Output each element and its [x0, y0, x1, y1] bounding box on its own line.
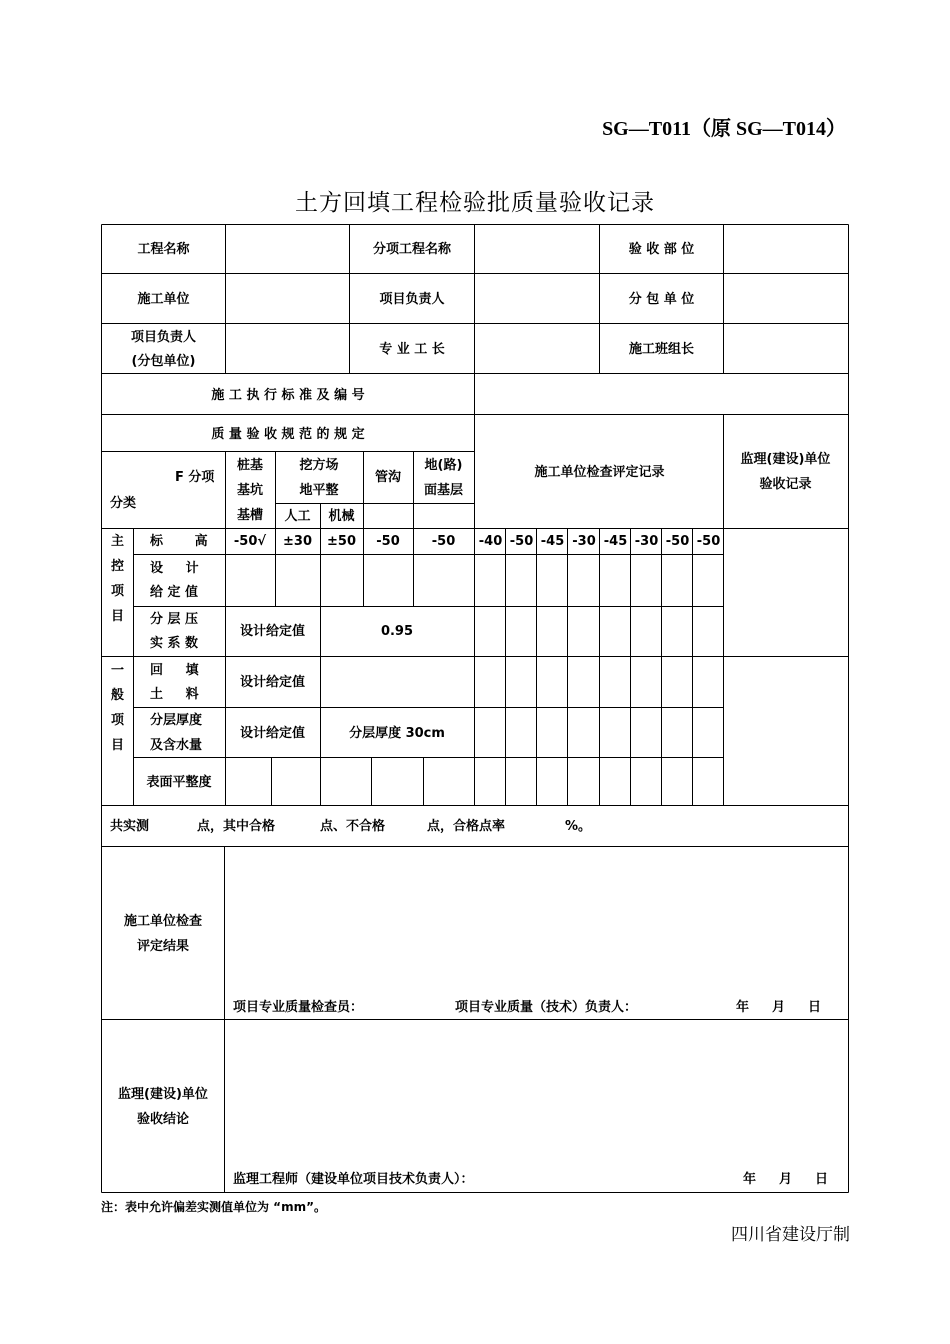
general-label-4: 目	[110, 738, 124, 753]
label-team-leader: 施工班组长	[628, 342, 694, 357]
label-sub-manager-unit: (分包单位)	[131, 354, 196, 369]
footnote: 注：表中允许偏差实测值单位为 “mm”。	[101, 1200, 326, 1214]
measurement-cell: -50	[696, 534, 721, 549]
form-code: SG—T011（原 SG—T014）	[602, 118, 846, 140]
col-dig-2: 地平整	[299, 483, 339, 498]
conclusion-label-2: 验收结论	[136, 1112, 189, 1127]
result-tech-manager: 项目专业质量（技术）负责人：	[455, 1000, 638, 1015]
label-foreman: 专 业 工 长	[379, 342, 445, 357]
row-design-2: 给 定 值	[150, 585, 199, 600]
field-standard[interactable]	[475, 374, 847, 414]
row-layer-1: 分层厚度	[150, 713, 203, 728]
conclusion-month: 月	[779, 1172, 793, 1187]
design-given: 设计给定值	[239, 675, 305, 690]
col-dig-1: 挖方场	[299, 458, 339, 473]
field-construction-unit[interactable]	[226, 275, 349, 322]
summary-fail: 点、不合格	[320, 819, 386, 834]
result-month: 月	[772, 1000, 786, 1015]
elevation-value: -50	[376, 534, 400, 549]
label-acceptance-part: 验 收 部 位	[628, 242, 695, 257]
col-check-record: 施工单位检查评定记录	[534, 465, 665, 480]
label-subcontract-unit: 分 包 单 位	[628, 292, 695, 307]
layer-value: 分层厚度 30cm	[349, 726, 445, 741]
measurement-cell: -50	[509, 534, 534, 549]
field-subcontract-unit[interactable]	[724, 275, 847, 322]
col-supervisor-1: 监理(建设)单位	[740, 452, 831, 467]
conclusion-label-1: 监理(建设)单位	[118, 1087, 208, 1102]
field-acceptance-part[interactable]	[724, 226, 847, 272]
main-label-4: 目	[110, 609, 124, 624]
measurement-cell: -50	[665, 534, 690, 549]
col-pile-1: 桩基	[236, 458, 263, 473]
label-standard: 施 工 执 行 标 准 及 编 号	[211, 388, 365, 403]
measurement-cell: -30	[634, 534, 659, 549]
result-field[interactable]	[225, 848, 847, 988]
col-pile-2: 基坑	[236, 483, 263, 498]
conclusion-field[interactable]	[225, 1021, 847, 1161]
label-spec: 质 量 验 收 规 范 的 规 定	[211, 427, 365, 442]
row-compact-2: 实 系 数	[150, 636, 199, 651]
conclusion-year: 年	[743, 1172, 757, 1187]
field-sub-manager[interactable]	[226, 324, 349, 372]
summary-rate: 点，合格点率	[427, 819, 506, 834]
summary-pass: 点，其中合格	[197, 819, 276, 834]
measurement-cell: -30	[572, 534, 596, 549]
form-title: 土方回填工程检验批质量验收记录	[295, 190, 655, 216]
row-elevation: 标 高	[150, 534, 208, 549]
field-team-leader[interactable]	[724, 324, 847, 372]
row-fill-2: 土 料	[150, 687, 199, 702]
result-day: 日	[808, 1000, 822, 1015]
elevation-value: -50√	[233, 534, 267, 549]
label-sub-manager: 项目负责人	[130, 330, 196, 345]
row-compact-1: 分 层 压	[150, 612, 199, 627]
col-road-1: 地(路)	[424, 458, 463, 473]
field-project-manager[interactable]	[475, 275, 599, 322]
measurement-cell: -45	[540, 534, 565, 549]
row-flat: 表面平整度	[146, 775, 212, 790]
result-label-1: 施工单位检查	[123, 914, 202, 929]
main-label-1: 主	[110, 534, 124, 549]
conclusion-engineer: 监理工程师（建设单位项目技术负责人）：	[233, 1172, 474, 1187]
label-project-name: 工程名称	[137, 242, 190, 257]
col-supervisor-2: 验收记录	[759, 477, 812, 492]
main-label-3: 项	[110, 584, 124, 599]
label-project-manager: 项目负责人	[379, 292, 445, 307]
col-road-2: 面基层	[423, 483, 463, 498]
label-f-item: F 分项	[175, 470, 215, 485]
result-inspector: 项目专业质量检查员：	[233, 1000, 364, 1015]
label-sub-project-name: 分项工程名称	[372, 242, 451, 257]
summary-total: 共实测	[110, 819, 150, 834]
row-fill-1: 回 填	[150, 663, 199, 678]
main-label-2: 控	[110, 559, 124, 574]
measurement-cell: -45	[603, 534, 628, 549]
row-layer-2: 及含水量	[150, 738, 203, 753]
result-year: 年	[736, 1000, 750, 1015]
compact-value: 0.95	[380, 624, 414, 639]
design-given: 设计给定值	[239, 624, 305, 639]
general-label-2: 般	[110, 688, 124, 703]
field-sub-project-name[interactable]	[475, 226, 599, 272]
measurement-cell: -40	[478, 534, 503, 549]
general-label-3: 项	[110, 713, 124, 728]
row-design-1: 设 计	[150, 561, 199, 576]
design-given: 设计给定值	[239, 726, 305, 741]
elevation-value: ±30	[283, 534, 312, 549]
elevation-value: -50	[431, 534, 456, 549]
summary-percent: %。	[565, 819, 592, 834]
label-construction-unit: 施工单位	[137, 292, 190, 307]
general-label-1: 一	[110, 663, 124, 678]
issuer: 四川省建设厅制	[731, 1225, 850, 1245]
col-manual: 人工	[284, 509, 311, 524]
conclusion-day: 日	[815, 1172, 829, 1187]
result-label-2: 评定结果	[136, 939, 189, 954]
field-foreman[interactable]	[475, 324, 599, 372]
label-category: 分类	[110, 496, 137, 511]
col-pile-3: 基槽	[236, 508, 263, 523]
elevation-value: ±50	[327, 534, 356, 549]
col-pipe: 管沟	[374, 470, 401, 485]
col-machine: 机械	[328, 509, 355, 524]
field-project-name[interactable]	[226, 226, 349, 272]
